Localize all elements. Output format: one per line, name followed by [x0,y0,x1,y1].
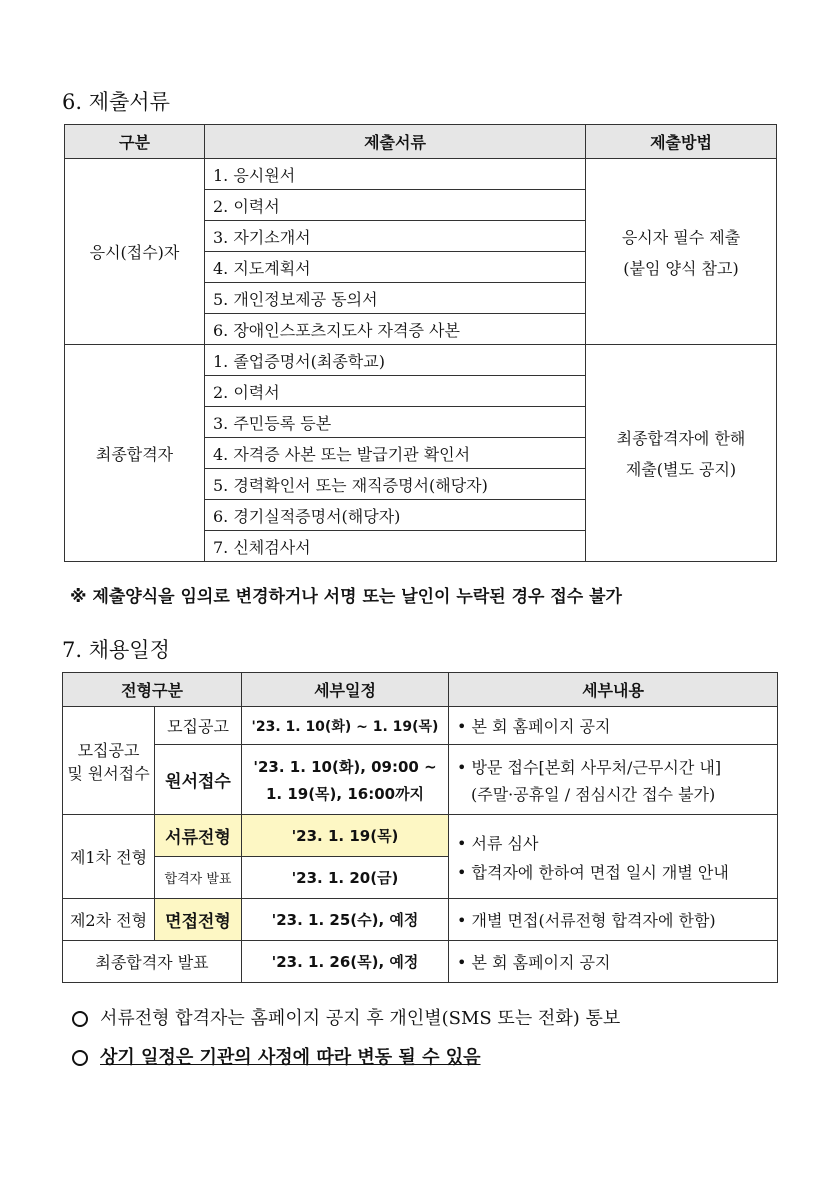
document-item: 6. 장애인스포츠지도사 자격증 사본 [205,314,586,345]
category-applicant: 응시(접수)자 [65,159,205,345]
header-schedule: 세부일정 [242,673,449,707]
document-item: 1. 응시원서 [205,159,586,190]
document-item: 5. 개인정보제공 동의서 [205,283,586,314]
circle-bullet-icon [72,1050,88,1066]
interview-detail: • 개별 면접(서류전형 합격자에 한함) [449,899,778,941]
document-item: 2. 이력서 [205,376,586,407]
stage1-group: 제1차 전형 [63,815,155,899]
recruit-group [63,707,155,815]
document-item: 4. 자격증 사본 또는 발급기관 확인서 [205,438,586,469]
circle-bullet-icon [72,1011,88,1027]
final-detail: • 본 회 홈페이지 공지 [449,941,778,983]
document-item: 5. 경력확인서 또는 재직증명서(해당자) [205,469,586,500]
doc-pass-date: '23. 1. 20(금) [242,857,449,899]
interview-date: '23. 1. 25(수), 예정 [242,899,449,941]
header-documents: 제출서류 [205,125,586,159]
method-applicant [586,159,777,345]
stage1-detail-line: • 서류 심사 [457,833,539,853]
doc-pass-label: 합격자 발표 [155,857,242,899]
final-label: 최종합격자 발표 [63,941,242,983]
footnote-2-text: 상기 일정은 기관의 사정에 따라 변동 될 수 있음 [100,1047,481,1068]
document-item: 4. 지도계획서 [205,252,586,283]
notice-date: '23. 1. 10(화) ~ 1. 19(목) [242,707,449,745]
apply-detail [449,745,778,815]
header-method: 제출방법 [586,125,777,159]
document-item: 7. 신체검사서 [205,531,586,562]
footnote-1 [72,1004,620,1030]
submission-note: ※ 제출양식을 임의로 변경하거나 서명 또는 날인이 누락된 경우 접수 불가 [70,587,622,607]
document-item: 2. 이력서 [205,190,586,221]
interview-label: 면접전형 [155,899,242,941]
recruit-group-line: 모집공고 [77,740,140,760]
doc-screen-label: 서류전형 [155,815,242,857]
notice-label: 모집공고 [155,707,242,745]
schedule-table [62,672,778,983]
section6-heading: 6. 제출서류 [62,90,170,114]
header-stage: 전형구분 [63,673,242,707]
final-date: '23. 1. 26(목), 예정 [242,941,449,983]
recruit-group-line: 및 원서접수 [67,763,150,783]
notice-detail: • 본 회 홈페이지 공지 [449,707,778,745]
apply-date-line: 1. 19(목), 16:00까지 [265,784,425,803]
header-category: 구분 [65,125,205,159]
apply-label: 원서접수 [155,745,242,815]
doc-screen-date: '23. 1. 19(목) [242,815,449,857]
document-item: 3. 자기소개서 [205,221,586,252]
apply-detail-line: • 방문 접수[본회 사무처/근무시간 내] [457,757,722,777]
method-final [586,345,777,562]
document-item: 3. 주민등록 등본 [205,407,586,438]
documents-table [64,124,777,562]
apply-date [242,745,449,815]
document-item: 6. 경기실적증명서(해당자) [205,500,586,531]
stage2-group: 제2차 전형 [63,899,155,941]
apply-detail-line: (주말·공휴일 / 점심시간 접수 불가) [471,784,716,804]
apply-date-line: '23. 1. 10(화), 09:00 ~ [253,757,437,776]
header-details: 세부내용 [449,673,778,707]
method-line: 응시자 필수 제출 [621,227,741,247]
stage1-detail [449,815,778,899]
method-line: 제출(별도 공지) [625,460,737,479]
footnote-1-text: 서류전형 합격자는 홈페이지 공지 후 개인별(SMS 또는 전화) 통보 [100,1008,621,1029]
footnote-2 [72,1043,481,1069]
method-line: 최종합격자에 한해 [616,429,746,448]
category-final: 최종합격자 [65,345,205,562]
document-item: 1. 졸업증명서(최종학교) [205,345,586,376]
section7-heading: 7. 채용일정 [62,638,170,662]
method-line: (붙임 양식 참고) [623,258,739,278]
stage1-detail-line: • 합격자에 한하여 면접 일시 개별 안내 [457,862,729,882]
